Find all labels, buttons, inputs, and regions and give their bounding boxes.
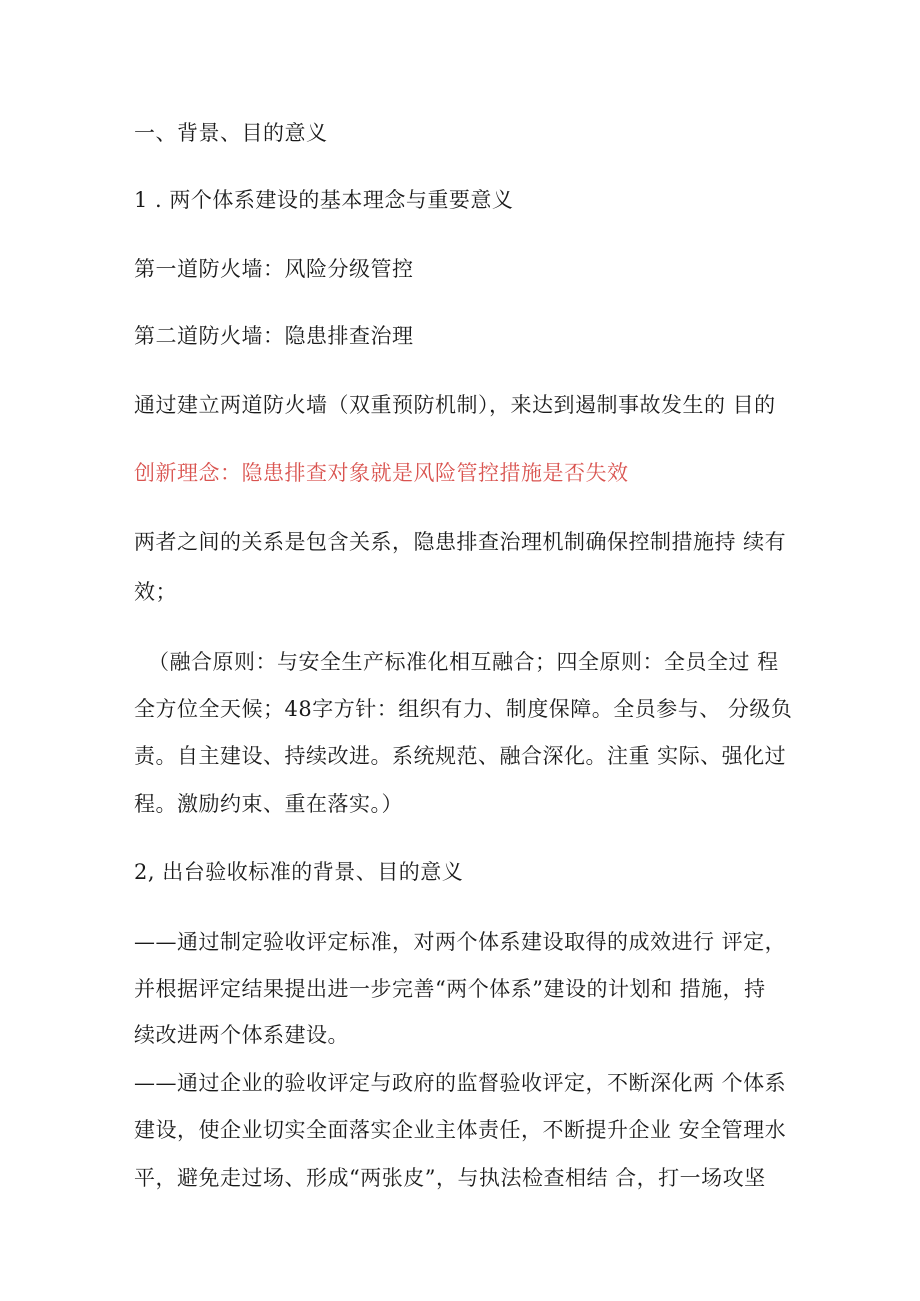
para-a-line-3: 续改进两个体系建设。 xyxy=(134,1023,349,1047)
principles-line-4: 程。激励约束、重在落实。） xyxy=(134,792,403,816)
relation-line-1: 两者之间的关系是包含关系，隐患排查治理机制确保控制措施持 续有 xyxy=(134,530,787,554)
relation-line-2: 效； xyxy=(134,580,177,604)
para-b-line-2: 建设，使企业切实全面落实企业主体责任，不断提升企业 安全管理水 xyxy=(134,1118,787,1142)
principles-line-3: 责。自主建设、持续改进。系统规范、融合深化。注重 实际、强化过 xyxy=(134,744,787,768)
purpose-line: 通过建立两道防火墙（双重预防机制），来达到遏制事故发生的 目的 xyxy=(134,393,776,417)
section-2-title: 2, 出台验收标准的背景、目的意义 xyxy=(134,860,464,884)
firewall-1-line: 第一道防火墙：风险分级管控 xyxy=(134,257,414,281)
heading-background: 一、背景、目的意义 xyxy=(134,121,328,145)
para-b-line-1: ——通过企业的验收评定与政府的监督验收评定，不断深化两 个体系 xyxy=(134,1071,787,1095)
para-a-line-2: 并根据评定结果提出进一步完善“两个体系”建设的计划和 措施，持 xyxy=(134,977,766,1001)
para-b-line-3: 平，避免走过场、形成“两张皮”，与执法检查相结 合，打一场攻坚 xyxy=(134,1166,766,1190)
principles-line-1: （融合原则：与安全生产标准化相互融合；四全原则：全员全过 程 xyxy=(148,650,779,674)
section-1-title: 1 . 两个体系建设的基本理念与重要意义 xyxy=(134,188,514,212)
firewall-2-line: 第二道防火墙：隐患排查治理 xyxy=(134,324,414,348)
principles-line-2: 全方位全天候；48字方针：组织有力、制度保障。全员参与、 分级负 xyxy=(134,697,793,721)
innovation-line: 创新理念：隐患排查对象就是风险管控措施是否失效 xyxy=(134,461,629,485)
para-a-line-1: ——通过制定验收评定标准，对两个体系建设取得的成效进行 评定， xyxy=(134,930,787,954)
